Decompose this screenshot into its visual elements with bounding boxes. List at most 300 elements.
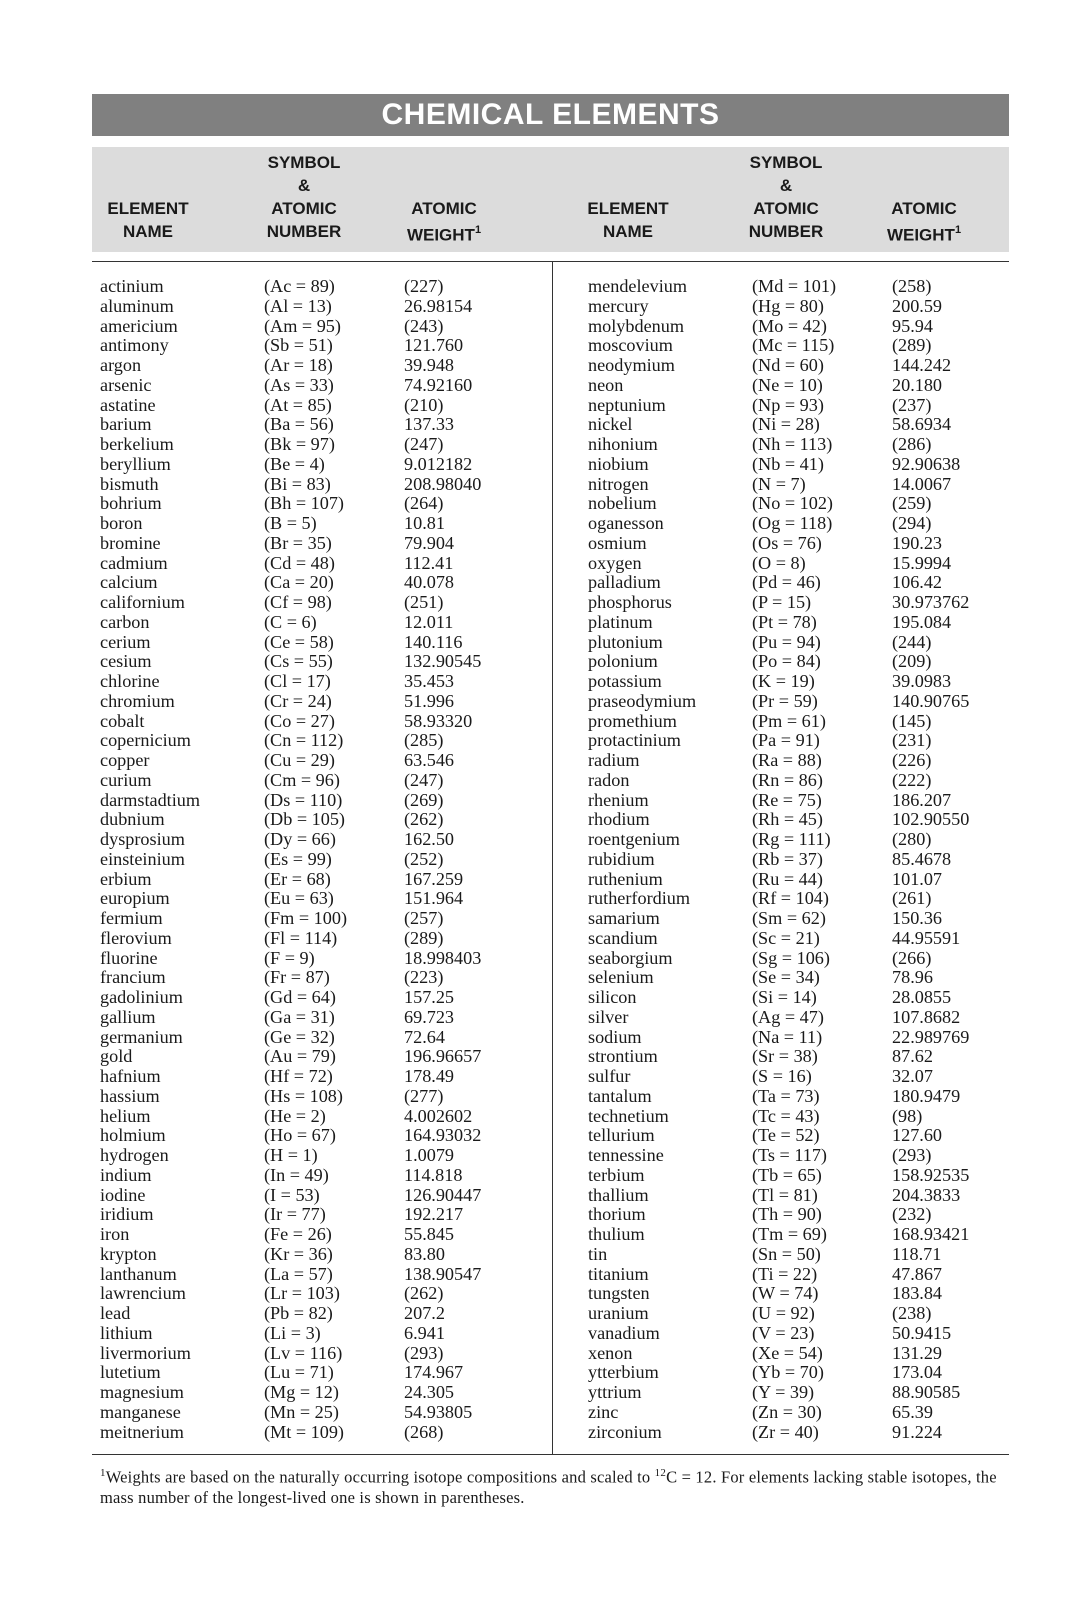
element-symbol: (Cd = 48): [264, 552, 335, 573]
element-weight: 208.98040: [404, 473, 482, 494]
header-weight-right: [876, 197, 972, 247]
element-symbol: (Ho = 67): [264, 1125, 336, 1146]
element-symbol: (Au = 79): [264, 1046, 336, 1067]
element-name: protactinium: [588, 730, 681, 751]
element-name: mendelevium: [588, 276, 687, 296]
element-name: osmium: [588, 532, 647, 553]
element-name: silicon: [588, 987, 637, 1007]
element-name: europium: [100, 888, 170, 909]
element-name: plutonium: [588, 631, 663, 652]
element-symbol: (Dy = 66): [264, 829, 336, 849]
element-weight: 14.0067: [892, 473, 952, 494]
header-line: NAME: [122, 222, 174, 241]
element-symbol: (Ru = 44): [752, 868, 823, 889]
element-name: moscovium: [588, 335, 673, 356]
footnote-marker: 1: [954, 224, 962, 236]
element-name: dysprosium: [100, 829, 185, 849]
element-symbol: (V = 23): [752, 1322, 815, 1343]
header-element-name-left: [100, 197, 196, 243]
element-symbol: (Lr = 103): [264, 1283, 340, 1304]
element-weight: (145): [892, 710, 932, 731]
element-name: zinc: [588, 1401, 619, 1422]
element-weight: 178.49: [404, 1066, 455, 1086]
element-symbol: (Nd = 60): [752, 355, 824, 375]
element-weight: 192.217: [404, 1204, 464, 1225]
element-name: promethium: [588, 710, 677, 731]
element-symbol: (Pb = 82): [264, 1303, 333, 1323]
element-name: calcium: [100, 572, 158, 593]
element-symbol: (Hg = 80): [752, 295, 824, 316]
element-name: tungsten: [588, 1283, 650, 1304]
element-symbol: (Bk = 97): [264, 434, 335, 454]
element-weight: 164.93032: [404, 1125, 482, 1146]
element-name: vanadium: [588, 1322, 660, 1343]
element-weight: 138.90547: [404, 1263, 482, 1284]
element-name: strontium: [588, 1046, 658, 1067]
element-symbol: (Te = 52): [752, 1125, 820, 1146]
element-symbol: (Cs = 55): [264, 651, 333, 672]
element-name: silver: [588, 1006, 629, 1027]
footnote-text: Weights are based on the naturally occurring isotope compositions and scaled to: [105, 1467, 655, 1487]
element-weight: 35.453: [404, 671, 455, 691]
element-name: phosphorus: [588, 592, 672, 612]
element-weight: 158.92535: [892, 1164, 970, 1185]
element-name: thulium: [588, 1224, 645, 1244]
element-name: roentgenium: [588, 829, 680, 849]
element-symbol: (Sc = 21): [752, 927, 820, 948]
element-weight: 92.90638: [892, 453, 961, 474]
element-weight: 180.9479: [892, 1085, 961, 1106]
element-weight: 174.967: [404, 1362, 464, 1383]
element-symbol: (Pd = 46): [752, 572, 821, 593]
element-name: yttrium: [588, 1382, 642, 1402]
element-weight: 151.964: [404, 888, 464, 909]
element-symbol: (In = 49): [264, 1164, 329, 1185]
element-name: nickel: [588, 414, 633, 435]
element-weight: 10.81: [404, 513, 445, 533]
element-name: francium: [100, 967, 166, 988]
element-symbol: (S = 16): [752, 1066, 812, 1086]
element-name: americium: [100, 315, 178, 336]
element-weight: 22.989769: [892, 1026, 970, 1047]
element-name: darmstadtium: [100, 789, 201, 810]
element-symbol: (La = 57): [264, 1263, 333, 1284]
element-name: aluminum: [100, 295, 174, 316]
element-name: curium: [100, 769, 152, 790]
element-symbol: (Pr = 59): [752, 690, 818, 711]
element-weight: (210): [404, 394, 444, 415]
footnote-text: C = 12. For elements lacking stable isotopes, the mass number of the longest-lived one is shown in parentheses.: [100, 1467, 997, 1507]
element-weight: 140.116: [404, 631, 463, 652]
element-name: tantalum: [588, 1085, 652, 1106]
header-line: WEIGHT: [406, 225, 475, 245]
element-weight: 127.60: [892, 1125, 943, 1146]
header-line: ATOMIC: [271, 199, 337, 218]
element-symbol: (Ac = 89): [264, 276, 335, 296]
element-name: oganesson: [588, 513, 664, 533]
element-symbol: (Ir = 77): [264, 1204, 326, 1225]
element-weight: 168.93421: [892, 1224, 970, 1244]
element-weight: 126.90447: [404, 1184, 482, 1205]
element-name: nihonium: [588, 434, 658, 454]
element-weight: (277): [404, 1085, 444, 1106]
header-line: NUMBER: [748, 222, 824, 241]
element-name: rutherfordium: [588, 888, 691, 909]
element-weight: 30.973762: [892, 592, 970, 612]
element-weight: 32.07: [892, 1066, 933, 1086]
element-symbol: (Rf = 104): [752, 888, 829, 909]
element-name: meitnerium: [100, 1421, 184, 1442]
title-bar: [92, 94, 1009, 136]
element-weight: 1.0079: [404, 1145, 455, 1165]
element-name: thorium: [588, 1204, 646, 1225]
element-symbol: (Mg = 12): [264, 1382, 339, 1402]
element-name: barium: [100, 414, 152, 435]
element-weight: 106.42: [892, 572, 943, 593]
element-symbol: (Pm = 61): [752, 710, 826, 731]
element-symbol: (Am = 95): [264, 315, 341, 336]
element-name: niobium: [588, 453, 649, 474]
element-weight: (209): [892, 651, 932, 672]
element-name: chromium: [100, 690, 175, 711]
header-line: ATOMIC: [891, 199, 957, 218]
element-name: erbium: [100, 868, 152, 889]
header-line: &: [779, 176, 793, 195]
element-name: copernicium: [100, 730, 191, 751]
element-weight: 144.242: [892, 355, 952, 375]
element-weight: (262): [404, 809, 444, 830]
element-weight: 24.305: [404, 1382, 455, 1402]
element-weight: 190.23: [892, 532, 943, 553]
header-line: ELEMENT: [587, 199, 669, 218]
element-weight: 47.867: [892, 1263, 943, 1284]
element-name: iron: [100, 1224, 130, 1244]
element-weight: 112.41: [404, 552, 454, 573]
element-symbol: (Zn = 30): [752, 1401, 822, 1422]
element-name: gallium: [100, 1006, 156, 1027]
element-symbol: (Br = 35): [264, 532, 332, 553]
element-weight: 26.98154: [404, 295, 473, 316]
header-symbol-left: [256, 151, 352, 243]
element-symbol: (Ti = 22): [752, 1263, 818, 1284]
isotope-superscript: 12: [654, 1467, 667, 1479]
element-symbol: (Lu = 71): [264, 1362, 334, 1383]
element-symbol: (Sm = 62): [752, 908, 826, 928]
element-symbol: (W = 74): [752, 1283, 819, 1304]
element-symbol: (Po = 84): [752, 651, 821, 672]
element-symbol: (Tm = 69): [752, 1224, 827, 1244]
element-name: samarium: [588, 908, 660, 928]
element-weight: (293): [892, 1145, 932, 1165]
element-weight: (293): [404, 1342, 444, 1363]
element-weight: 204.3833: [892, 1184, 961, 1205]
element-weight: 88.90585: [892, 1382, 961, 1402]
element-weight: (231): [892, 730, 932, 751]
element-name: radon: [588, 769, 630, 790]
header-line: ATOMIC: [411, 199, 477, 218]
element-weight: (268): [404, 1421, 444, 1442]
element-weight: (266): [892, 947, 932, 968]
element-weight: 157.25: [404, 987, 455, 1007]
column-divider: [552, 262, 553, 1455]
element-name: argon: [100, 355, 142, 375]
element-symbol: (O = 8): [752, 552, 806, 573]
element-name: cesium: [100, 651, 152, 672]
element-symbol: (Fe = 26): [264, 1224, 332, 1244]
element-symbol: (Ta = 73): [752, 1085, 820, 1106]
element-name: antimony: [100, 335, 169, 356]
footnote-marker: 1: [474, 224, 482, 236]
header-element-name-right: [580, 197, 676, 243]
element-symbol: (Pa = 91): [752, 730, 820, 751]
element-weight: 65.39: [892, 1401, 933, 1422]
element-name: holmium: [100, 1125, 166, 1146]
element-weight: (244): [892, 631, 932, 652]
element-name: einsteinium: [100, 848, 185, 869]
header-line: NUMBER: [266, 222, 342, 241]
element-name: dubnium: [100, 809, 165, 830]
element-name: mercury: [588, 295, 649, 316]
element-symbol: (Fl = 114): [264, 927, 338, 948]
element-symbol: (He = 2): [264, 1105, 326, 1126]
element-name: flerovium: [100, 927, 172, 948]
element-weight: 15.9994: [892, 552, 952, 573]
element-symbol: (Si = 14): [752, 987, 817, 1007]
element-weight: (227): [404, 276, 444, 296]
element-symbol: (Es = 99): [264, 848, 332, 869]
element-name: nobelium: [588, 493, 657, 514]
element-name: arsenic: [100, 374, 152, 395]
element-weight: 69.723: [404, 1006, 455, 1027]
element-name: beryllium: [100, 453, 171, 474]
element-name: cadmium: [100, 552, 168, 573]
element-name: lutetium: [100, 1362, 161, 1383]
element-name: lead: [100, 1303, 131, 1323]
element-name: technetium: [588, 1105, 669, 1126]
element-weight: (243): [404, 315, 444, 336]
element-weight: 20.180: [892, 374, 943, 395]
header-line: SYMBOL: [267, 153, 341, 172]
element-symbol: (Be = 4): [264, 453, 325, 474]
footnote-marker: 1: [100, 1467, 106, 1479]
element-name: fermium: [100, 908, 163, 928]
element-symbol: (Ga = 31): [264, 1006, 335, 1027]
element-name: bismuth: [100, 473, 159, 494]
element-weight: (286): [892, 434, 932, 454]
element-symbol: (Y = 39): [752, 1382, 815, 1402]
element-weight: (222): [892, 769, 932, 790]
element-symbol: (Mt = 109): [264, 1421, 344, 1442]
element-name: bohrium: [100, 493, 162, 514]
element-symbol: (Mn = 25): [264, 1401, 339, 1422]
element-weight: (258): [892, 276, 932, 296]
element-weight: 207.2: [404, 1303, 445, 1323]
element-name: germanium: [100, 1026, 183, 1047]
element-symbol: (Re = 75): [752, 789, 822, 810]
element-symbol: (C = 6): [264, 611, 317, 632]
header-weight-left: [396, 197, 492, 247]
element-symbol: (Cu = 29): [264, 750, 335, 770]
element-symbol: (Kr = 36): [264, 1243, 333, 1264]
element-weight: 12.011: [404, 611, 454, 632]
element-symbol: (Li = 3): [264, 1322, 321, 1343]
element-weight: 63.546: [404, 750, 455, 770]
element-name: rhenium: [588, 789, 649, 810]
element-symbol: (Cm = 96): [264, 769, 340, 790]
element-weight: 167.259: [404, 868, 464, 889]
element-weight: 9.012182: [404, 453, 473, 474]
element-weight: 200.59: [892, 295, 943, 316]
element-symbol: (Cf = 98): [264, 592, 332, 612]
element-name: tellurium: [588, 1125, 655, 1146]
element-symbol: (Ar = 18): [264, 355, 333, 375]
header-line: SYMBOL: [749, 153, 823, 172]
element-weight: (289): [404, 927, 444, 948]
element-weight: (251): [404, 592, 444, 612]
element-weight: 137.33: [404, 414, 455, 435]
element-symbol: (Ra = 88): [752, 750, 822, 770]
element-weight: 6.941: [404, 1322, 445, 1343]
element-symbol: (N = 7): [752, 473, 806, 494]
element-symbol: (Na = 11): [752, 1026, 823, 1047]
element-name: ruthenium: [588, 868, 663, 889]
element-symbol: (Cl = 17): [264, 671, 331, 691]
element-weight: 54.93805: [404, 1401, 473, 1422]
header-line: &: [297, 176, 311, 195]
element-symbol: (Fm = 100): [264, 908, 348, 928]
element-name: palladium: [588, 572, 661, 593]
element-name: zirconium: [588, 1421, 662, 1442]
element-weight: 162.50: [404, 829, 455, 849]
element-symbol: (Ca = 20): [264, 572, 334, 593]
element-weight: 140.90765: [892, 690, 970, 711]
element-symbol: (Os = 76): [752, 532, 822, 553]
element-symbol: (Ge = 32): [264, 1026, 335, 1047]
element-weight: 58.93320: [404, 710, 473, 731]
element-weight: (285): [404, 730, 444, 751]
element-weight: 18.998403: [404, 947, 482, 968]
table-header: [92, 147, 1009, 252]
element-weight: 173.04: [892, 1362, 943, 1383]
element-symbol: (Yb = 70): [752, 1362, 824, 1383]
element-weight: 4.002602: [404, 1105, 473, 1126]
element-name: platinum: [588, 611, 653, 632]
element-symbol: (Ne = 10): [752, 374, 823, 395]
element-weight: 118.71: [892, 1243, 942, 1264]
element-symbol: (Co = 27): [264, 710, 335, 731]
element-name: neptunium: [588, 394, 666, 415]
element-weight: (289): [892, 335, 932, 356]
element-weight: 102.90550: [892, 809, 970, 830]
element-weight: (226): [892, 750, 932, 770]
element-symbol: (Al = 13): [264, 295, 332, 316]
element-weight: 39.0983: [892, 671, 952, 691]
footer-divider: [92, 1454, 1009, 1455]
element-symbol: (Lv = 116): [264, 1342, 343, 1363]
element-weight: 95.94: [892, 315, 933, 336]
element-symbol: (Zr = 40): [752, 1421, 819, 1442]
element-symbol: (Sr = 38): [752, 1046, 818, 1067]
element-symbol: (Sb = 51): [264, 335, 333, 356]
element-symbol: (Ag = 47): [752, 1006, 824, 1027]
element-weight: 87.62: [892, 1046, 933, 1067]
element-symbol: (Pt = 78): [752, 611, 817, 632]
element-name: gold: [100, 1046, 133, 1067]
element-weight: 44.95591: [892, 927, 961, 948]
element-name: berkelium: [100, 434, 174, 454]
element-weight: 40.078: [404, 572, 455, 593]
element-symbol: (Gd = 64): [264, 987, 336, 1007]
element-name: tin: [588, 1243, 608, 1264]
element-name: livermorium: [100, 1342, 191, 1363]
header-line: ELEMENT: [107, 199, 189, 218]
page-title: CHEMICAL ELEMENTS: [381, 98, 720, 131]
element-symbol: (Md = 101): [752, 276, 837, 296]
element-name: rubidium: [588, 848, 655, 869]
element-symbol: (Np = 93): [752, 394, 824, 415]
element-name: tennessine: [588, 1145, 664, 1165]
element-weight: 132.90545: [404, 651, 482, 672]
element-name: potassium: [588, 671, 662, 691]
element-name: hassium: [100, 1085, 160, 1106]
element-weight: (247): [404, 769, 444, 790]
element-symbol: (Mo = 42): [752, 315, 827, 336]
element-weight: (238): [892, 1303, 932, 1323]
element-name: helium: [100, 1105, 151, 1126]
element-symbol: (Mc = 115): [752, 335, 835, 356]
element-name: ytterbium: [588, 1362, 659, 1383]
element-symbol: (U = 92): [752, 1303, 815, 1323]
element-symbol: (Sn = 50): [752, 1243, 821, 1264]
element-name: hydrogen: [100, 1145, 169, 1165]
element-weight: (257): [404, 908, 444, 928]
element-weight: (252): [404, 848, 444, 869]
element-name: selenium: [588, 967, 654, 988]
element-name: lawrencium: [100, 1283, 186, 1304]
element-name: radium: [588, 750, 640, 770]
header-line: WEIGHT: [886, 225, 955, 245]
element-weight: 28.0855: [892, 987, 952, 1007]
element-symbol: (F = 9): [264, 947, 315, 968]
element-name: californium: [100, 592, 185, 612]
element-name: carbon: [100, 611, 150, 632]
element-name: nitrogen: [588, 473, 649, 494]
element-name: lithium: [100, 1322, 153, 1343]
element-weight: (262): [404, 1283, 444, 1304]
element-weight: 121.760: [404, 335, 464, 356]
element-name: manganese: [100, 1401, 181, 1422]
header-line: NAME: [602, 222, 654, 241]
element-symbol: (Er = 68): [264, 868, 331, 889]
element-symbol: (Xe = 54): [752, 1342, 823, 1363]
element-symbol: (Ce = 58): [264, 631, 334, 652]
element-name: iodine: [100, 1184, 146, 1205]
element-name: scandium: [588, 927, 658, 948]
element-name: bromine: [100, 532, 161, 553]
element-weight: 150.36: [892, 908, 943, 928]
element-weight: 51.996: [404, 690, 455, 711]
element-weight: (98): [892, 1105, 923, 1126]
element-symbol: (Rg = 111): [752, 829, 831, 849]
element-name: titanium: [588, 1263, 649, 1284]
element-symbol: (Ts = 117): [752, 1145, 827, 1165]
element-symbol: (B = 5): [264, 513, 317, 533]
element-weight: (259): [892, 493, 932, 514]
element-weight: 196.96657: [404, 1046, 482, 1067]
element-symbol: (Tb = 65): [752, 1164, 822, 1185]
element-name: krypton: [100, 1243, 157, 1264]
element-name: iridium: [100, 1204, 154, 1225]
